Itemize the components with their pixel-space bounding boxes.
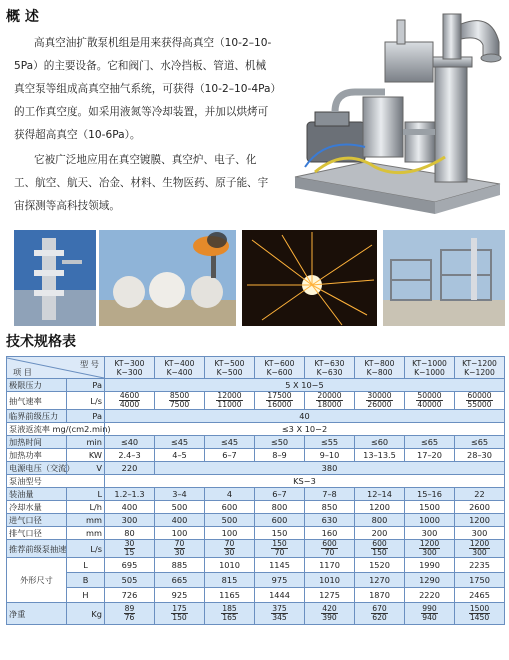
supply-voltage-three-phase: 380 — [155, 462, 505, 475]
pumping-speed-value — [205, 392, 255, 410]
fraction-bottom: 1450 — [469, 613, 490, 622]
net-weight-label: 净重 — [7, 603, 67, 625]
ultimate-pressure-unit: Pa — [67, 379, 105, 392]
heating-time-value: ≤45 — [205, 436, 255, 449]
fraction-top: 30000 — [367, 391, 392, 400]
heating-power-value: 13–13.5 — [355, 449, 405, 462]
heating-time-value: ≤65 — [405, 436, 455, 449]
outlet-diameter-value: 80 — [105, 527, 155, 540]
dimension-h-value: 1275 — [305, 588, 355, 603]
model-header-7 — [405, 357, 455, 379]
heating-time-value: ≤55 — [305, 436, 355, 449]
pumping-speed-label: 抽气速率 — [7, 392, 67, 410]
fraction-top: 12000 — [217, 391, 242, 400]
fraction-bottom: 345 — [272, 613, 287, 622]
model-name-k: K−300 — [116, 367, 143, 377]
backing-pump-speed-value — [205, 540, 255, 558]
row-supply-voltage — [7, 462, 505, 475]
fraction-value — [469, 605, 490, 622]
oil-volume-value: 1.2–1.3 — [105, 488, 155, 501]
heating-power-value: 8–9 — [255, 449, 305, 462]
dimension-b-value: 1010 — [305, 573, 355, 588]
row-dimension-l — [7, 558, 505, 573]
fraction-value — [124, 605, 136, 622]
fraction-bottom: 165 — [222, 613, 237, 622]
dimension-l-value: 1990 — [405, 558, 455, 573]
pumping-speed-value — [155, 392, 205, 410]
diffusion-pump-unit-photo — [285, 2, 507, 220]
backing-pump-speed-value — [255, 540, 305, 558]
outlet-diameter-value: 300 — [455, 527, 505, 540]
inlet-diameter-unit: mm — [67, 514, 105, 527]
supply-voltage-label: 电源电压（交流） — [7, 462, 67, 475]
fraction-value — [174, 540, 186, 557]
net-weight-value — [305, 603, 355, 625]
net-weight-value — [405, 603, 455, 625]
cooling-water-value: 800 — [255, 501, 305, 514]
dimension-l-value: 1010 — [205, 558, 255, 573]
dimension-b-value: 1270 — [355, 573, 405, 588]
oil-volume-label: 装油量 — [7, 488, 67, 501]
cooling-water-value: 400 — [105, 501, 155, 514]
heating-power-label: 加热功率 — [7, 449, 67, 462]
backing-pump-speed-label: 推荐前级泵抽速 — [7, 540, 67, 558]
spec-corner-cell — [7, 357, 105, 379]
application-photos — [0, 230, 509, 326]
model-header-5 — [305, 357, 355, 379]
model-name-kt: KT−300 — [114, 358, 145, 368]
inlet-diameter-value: 600 — [255, 514, 305, 527]
fraction-value — [419, 540, 440, 557]
model-name-kt: KT−1200 — [462, 358, 497, 368]
model-name-kt: KT−630 — [314, 358, 345, 368]
inlet-diameter-value: 630 — [305, 514, 355, 527]
dimension-l-value: 885 — [155, 558, 205, 573]
corner-item-label: 项 目 — [13, 366, 32, 377]
fraction-bottom: 940 — [422, 613, 437, 622]
oil-volume-value: 3–4 — [155, 488, 205, 501]
fraction-bottom: 11000 — [217, 400, 242, 409]
ultimate-pressure-value: 5 X 10−5 — [105, 379, 505, 392]
fraction-top: 990 — [422, 604, 437, 613]
cooling-water-value: 850 — [305, 501, 355, 514]
fraction-top: 600 — [372, 539, 387, 548]
pumping-speed-value — [255, 392, 305, 410]
heating-time-unit: min — [67, 436, 105, 449]
cooling-water-value: 600 — [205, 501, 255, 514]
fraction-top: 1500 — [469, 604, 490, 613]
backing-pump-speed-value — [155, 540, 205, 558]
fraction-top: 20000 — [317, 391, 342, 400]
model-name-kt: KT−500 — [214, 358, 245, 368]
dimension-h-unit: H — [67, 588, 105, 603]
oil-volume-value: 12–14 — [355, 488, 405, 501]
dimension-l-value: 1520 — [355, 558, 405, 573]
fraction-bottom: 40000 — [417, 400, 442, 409]
dimension-b-value: 815 — [205, 573, 255, 588]
industrial-plant-photo — [383, 230, 505, 326]
oil-model-value: KS−3 — [105, 475, 505, 488]
fraction-value — [416, 392, 442, 409]
fraction-bottom: 26000 — [367, 400, 392, 409]
row-net-weight — [7, 603, 505, 625]
dimension-h-value: 2220 — [405, 588, 455, 603]
fraction-bottom: 76 — [124, 613, 135, 622]
cooling-water-value: 500 — [155, 501, 205, 514]
dimension-b-value: 505 — [105, 573, 155, 588]
model-header-4 — [255, 357, 305, 379]
pumping-speed-value — [105, 392, 155, 410]
fraction-bottom: 620 — [372, 613, 387, 622]
oil-volume-value: 15–16 — [405, 488, 455, 501]
supply-voltage-unit: V — [67, 462, 105, 475]
row-heating-power — [7, 449, 505, 462]
dimension-h-value: 726 — [105, 588, 155, 603]
row-backing-pump-speed — [7, 540, 505, 558]
fraction-top: 89 — [124, 604, 135, 613]
overview-text — [14, 32, 276, 218]
fraction-bottom: 30 — [224, 548, 235, 557]
welding-sparks-photo — [242, 230, 377, 326]
heating-time-label: 加热时间 — [7, 436, 67, 449]
dimension-b-value: 1750 — [455, 573, 505, 588]
backing-pump-speed-unit: L/s — [67, 540, 105, 558]
spec-heading: 技术规格表 — [6, 334, 76, 350]
row-cooling-water — [7, 501, 505, 514]
fraction-bottom: 150 — [172, 613, 187, 622]
spec-table — [6, 356, 505, 625]
net-weight-value — [255, 603, 305, 625]
row-critical-pressure — [7, 410, 505, 423]
model-header-2 — [155, 357, 205, 379]
fraction-value — [119, 392, 140, 409]
fraction-top: 420 — [322, 604, 337, 613]
dimension-l-unit: L — [67, 558, 105, 573]
heating-power-value: 4–5 — [155, 449, 205, 462]
outlet-diameter-unit: mm — [67, 527, 105, 540]
fraction-top: 1200 — [469, 539, 490, 548]
fraction-value — [266, 392, 292, 409]
fraction-value — [421, 605, 438, 622]
fraction-value — [469, 540, 490, 557]
fraction-top: 670 — [372, 604, 387, 613]
dimension-b-value: 1290 — [405, 573, 455, 588]
row-heating-time — [7, 436, 505, 449]
backing-pump-speed-value — [405, 540, 455, 558]
fraction-top: 60000 — [467, 391, 492, 400]
fraction-value — [216, 392, 242, 409]
cooling-water-value: 1500 — [405, 501, 455, 514]
critical-pressure-label: 临界前级压力 — [7, 410, 67, 423]
fraction-value — [271, 540, 288, 557]
fraction-bottom: 150 — [372, 548, 387, 557]
fraction-value — [171, 605, 188, 622]
fraction-top: 185 — [222, 604, 237, 613]
fraction-top: 30 — [124, 539, 135, 548]
model-header-8 — [455, 357, 505, 379]
model-name-kt: KT−600 — [264, 358, 295, 368]
inlet-diameter-value: 800 — [355, 514, 405, 527]
oil-volume-value: 4 — [205, 488, 255, 501]
outlet-diameter-label: 排气口径 — [7, 527, 67, 540]
pumping-speed-value — [405, 392, 455, 410]
row-backflow-rate — [7, 423, 505, 436]
inlet-diameter-value: 500 — [205, 514, 255, 527]
fraction-value — [466, 392, 492, 409]
fraction-bottom: 55000 — [467, 400, 492, 409]
backing-pump-speed-value — [455, 540, 505, 558]
fraction-value — [124, 540, 136, 557]
outlet-diameter-value: 100 — [155, 527, 205, 540]
row-ultimate-pressure — [7, 379, 505, 392]
fraction-bottom: 300 — [422, 548, 437, 557]
heating-power-value: 17–20 — [405, 449, 455, 462]
model-name-kt: KT−800 — [364, 358, 395, 368]
corner-model-label: 型 号 — [80, 358, 99, 369]
critical-pressure-unit: Pa — [67, 410, 105, 423]
dimension-b-value: 975 — [255, 573, 305, 588]
model-name-kt: KT−400 — [164, 358, 195, 368]
outlet-diameter-value: 300 — [405, 527, 455, 540]
model-header-3 — [205, 357, 255, 379]
overview-heading: 概 述 — [6, 9, 39, 25]
row-outlet-diameter — [7, 527, 505, 540]
fraction-value — [371, 605, 388, 622]
fraction-value — [221, 605, 238, 622]
heating-power-value: 9–10 — [305, 449, 355, 462]
model-name-k: K−500 — [216, 367, 243, 377]
model-name-k: K−1200 — [464, 367, 495, 377]
heating-time-value: ≤50 — [255, 436, 305, 449]
fraction-bottom: 70 — [324, 548, 335, 557]
dimension-h-value: 2465 — [455, 588, 505, 603]
fraction-bottom: 390 — [322, 613, 337, 622]
oil-volume-value: 7–8 — [305, 488, 355, 501]
fraction-top: 150 — [272, 539, 287, 548]
oil-volume-value: 22 — [455, 488, 505, 501]
net-weight-value — [455, 603, 505, 625]
heating-power-unit: KW — [67, 449, 105, 462]
dimension-h-value: 1444 — [255, 588, 305, 603]
fraction-value — [321, 540, 338, 557]
fraction-top: 70 — [224, 539, 235, 548]
heating-time-value: ≤60 — [355, 436, 405, 449]
oil-volume-value: 6–7 — [255, 488, 305, 501]
model-header-6 — [355, 357, 405, 379]
fraction-top: 17500 — [267, 391, 292, 400]
pumping-speed-value — [455, 392, 505, 410]
model-name-k: K−1000 — [414, 367, 445, 377]
dimension-h-value: 925 — [155, 588, 205, 603]
cooling-water-unit: L/h — [67, 501, 105, 514]
fraction-bottom: 4000 — [119, 400, 140, 409]
fraction-top: 375 — [272, 604, 287, 613]
pumping-speed-unit: L/s — [67, 392, 105, 410]
outlet-diameter-value: 160 — [305, 527, 355, 540]
fraction-top: 4600 — [119, 391, 140, 400]
heating-time-value: ≤45 — [155, 436, 205, 449]
model-name-k: K−800 — [366, 367, 393, 377]
row-dimension-h — [7, 588, 505, 603]
backing-pump-speed-value — [305, 540, 355, 558]
pumping-speed-value — [355, 392, 405, 410]
dimension-h-value: 1165 — [205, 588, 255, 603]
spec-header-row — [7, 357, 505, 379]
row-oil-volume — [7, 488, 505, 501]
cooling-water-value: 1200 — [355, 501, 405, 514]
fraction-value — [321, 605, 338, 622]
model-header-1 — [105, 357, 155, 379]
outlet-diameter-value: 100 — [205, 527, 255, 540]
dimension-b-unit: B — [67, 573, 105, 588]
outlet-diameter-value: 150 — [255, 527, 305, 540]
fraction-bottom: 70 — [274, 548, 285, 557]
dimensions-label: 外形尺寸 — [7, 558, 67, 603]
fraction-value — [224, 540, 236, 557]
fraction-top: 175 — [172, 604, 187, 613]
net-weight-value — [205, 603, 255, 625]
inlet-diameter-value: 300 — [105, 514, 155, 527]
fraction-top: 50000 — [417, 391, 442, 400]
dimension-l-value: 1145 — [255, 558, 305, 573]
row-dimension-b — [7, 573, 505, 588]
fraction-bottom: 18000 — [317, 400, 342, 409]
heating-time-value: ≤65 — [455, 436, 505, 449]
row-oil-model — [7, 475, 505, 488]
backflow-rate-label: 泵液返流率 mg/(cm2.min) — [7, 423, 105, 436]
model-name-k: K−400 — [166, 367, 193, 377]
row-inlet-diameter — [7, 514, 505, 527]
overview-paragraph-2: 它被广泛地应用在真空镀膜、真空炉、电子、化工、航空、航天、冶金、材料、生物医药、原子能、宇宙探测等高科技领域。 — [14, 154, 269, 212]
cooling-water-value: 2600 — [455, 501, 505, 514]
fraction-bottom: 7500 — [169, 400, 190, 409]
oil-volume-unit: L — [67, 488, 105, 501]
backing-pump-speed-value — [105, 540, 155, 558]
net-weight-value — [355, 603, 405, 625]
critical-pressure-value: 40 — [105, 410, 505, 423]
heating-power-value: 2.4–3 — [105, 449, 155, 462]
fraction-bottom: 16000 — [267, 400, 292, 409]
fraction-value — [371, 540, 388, 557]
backing-pump-speed-value — [355, 540, 405, 558]
overview-paragraph-1: 高真空油扩散泵机组是用来获得高真空（10-2–10-5Pa）的主要设备。它和阀门、水冷挡板、管道、机械真空泵等组成高真空抽气系统，可获得（10-2–10-4Pa）的工作真空度。如采用液氮等冷却装置，并加以烘烤可获得超高真空（10-6Pa）。 — [14, 37, 276, 141]
fraction-bottom: 15 — [124, 548, 135, 557]
fraction-bottom: 30 — [174, 548, 185, 557]
dimension-l-value: 1170 — [305, 558, 355, 573]
refinery-spheres-photo — [99, 230, 236, 326]
dimension-l-value: 695 — [105, 558, 155, 573]
model-name-kt: KT−1000 — [412, 358, 447, 368]
backflow-rate-value: ≤3 X 10−2 — [105, 423, 505, 436]
fraction-top: 600 — [322, 539, 337, 548]
oil-model-label: 泵油型号 — [7, 475, 105, 488]
model-name-k: K−630 — [316, 367, 343, 377]
inlet-diameter-value: 1000 — [405, 514, 455, 527]
dimension-b-value: 665 — [155, 573, 205, 588]
fraction-value — [316, 392, 342, 409]
fraction-top: 1200 — [419, 539, 440, 548]
row-pumping-speed — [7, 392, 505, 410]
outlet-diameter-value: 200 — [355, 527, 405, 540]
net-weight-unit: Kg — [67, 603, 105, 625]
heating-time-value: ≤40 — [105, 436, 155, 449]
heating-power-value: 28–30 — [455, 449, 505, 462]
fraction-value — [271, 605, 288, 622]
inlet-diameter-value: 1200 — [455, 514, 505, 527]
net-weight-value — [105, 603, 155, 625]
fraction-bottom: 300 — [472, 548, 487, 557]
fraction-top: 8500 — [169, 391, 190, 400]
cooling-water-label: 冷却水量 — [7, 501, 67, 514]
inlet-diameter-value: 400 — [155, 514, 205, 527]
model-name-k: K−600 — [266, 367, 293, 377]
pumping-speed-value — [305, 392, 355, 410]
net-weight-value — [155, 603, 205, 625]
coating-plant-photo — [14, 230, 96, 326]
dimension-l-value: 2235 — [455, 558, 505, 573]
ultimate-pressure-label: 极限压力 — [7, 379, 67, 392]
fraction-top: 70 — [174, 539, 185, 548]
fraction-value — [169, 392, 190, 409]
inlet-diameter-label: 进气口径 — [7, 514, 67, 527]
fraction-value — [366, 392, 392, 409]
dimension-h-value: 1870 — [355, 588, 405, 603]
heating-power-value: 6–7 — [205, 449, 255, 462]
supply-voltage-single-phase: 220 — [105, 462, 155, 475]
